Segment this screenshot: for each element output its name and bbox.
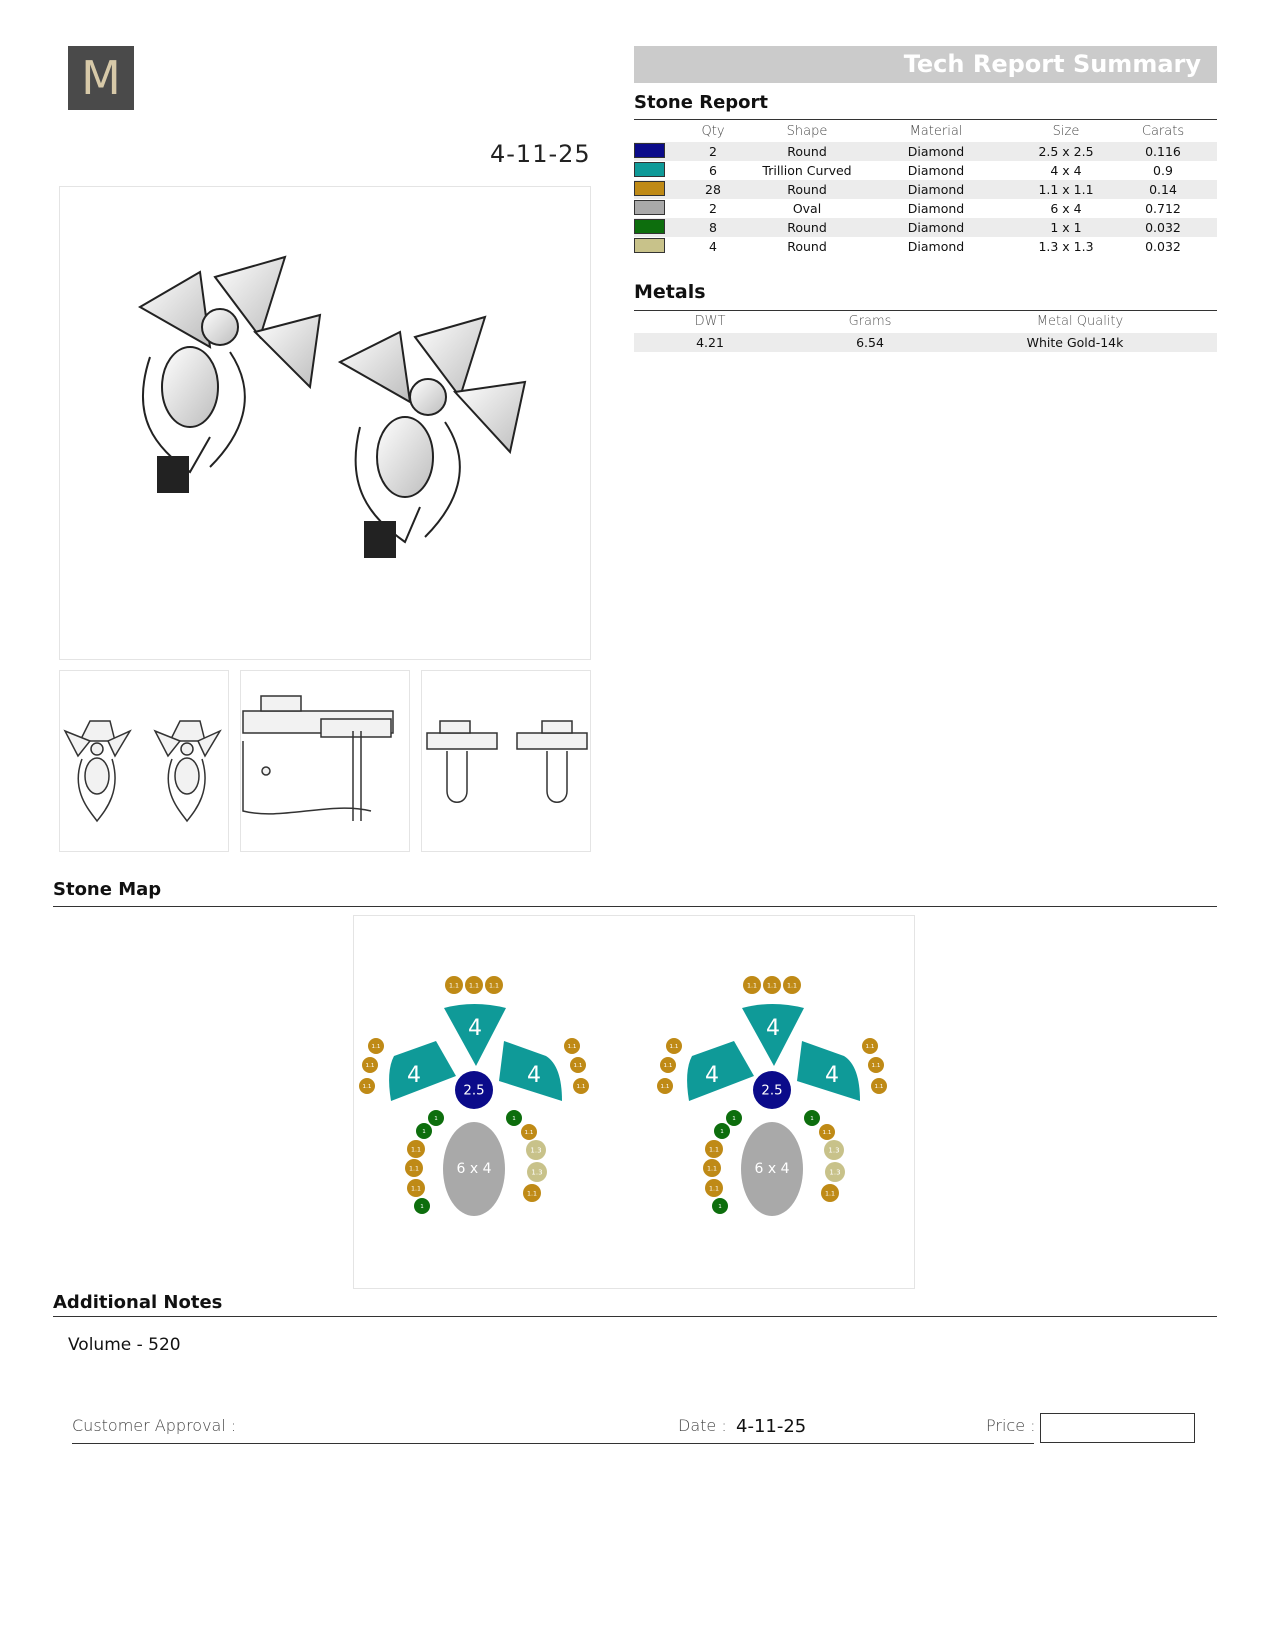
- stone-size: 1.3 x 1.3: [1038, 239, 1094, 254]
- company-logo: [68, 46, 134, 110]
- stone-map-divider: [53, 906, 1217, 907]
- melee-stone-arc-label: 1.1: [410, 1185, 422, 1193]
- col-header-qty: Qty: [701, 124, 725, 139]
- stone-color-swatch: [634, 200, 665, 215]
- melee-stone-left-label: 1.1: [663, 1063, 673, 1069]
- stone-carats: 0.032: [1145, 220, 1181, 235]
- melee-stone-arc-label: 1.1: [526, 1190, 538, 1198]
- melee-stone-arc-label: 1.1: [708, 1185, 720, 1193]
- melee-stone-green-label: 1: [718, 1204, 722, 1210]
- stone-material: Diamond: [907, 182, 965, 197]
- logo-letter: M: [81, 51, 121, 105]
- stone-row: [634, 161, 1217, 180]
- stone-qty: 8: [709, 220, 717, 235]
- melee-stone-top-label: 1.1: [746, 982, 758, 990]
- profile-view-illustration: [422, 671, 590, 851]
- melee-stone-arc-label: 1.1: [410, 1146, 422, 1154]
- melee-stone-arc-label: 1.1: [524, 1130, 534, 1136]
- stone-qty: 6: [709, 163, 717, 178]
- center-round-stone-label: 2.5: [463, 1083, 485, 1099]
- price-field[interactable]: [1040, 1413, 1195, 1443]
- report-title-bar: [634, 46, 1217, 83]
- report-title: Tech Report Summary: [903, 50, 1201, 78]
- front-view-illustration: [60, 671, 228, 851]
- melee-stone-green-label: 1: [810, 1116, 814, 1122]
- melee-stone-top-label: 1.1: [488, 982, 500, 990]
- melee-stone-right-label: 1.1: [576, 1084, 586, 1090]
- stone-map-diagram: [353, 915, 915, 1289]
- trillion-left-label: 4: [705, 1063, 719, 1088]
- melee-stone-green-label: 1: [422, 1129, 426, 1135]
- stone-color-swatch: [634, 238, 665, 253]
- stone-material: Diamond: [907, 239, 965, 254]
- stone-row: [634, 199, 1217, 218]
- melee-stone-top-label: 1.1: [448, 982, 460, 990]
- melee-stone-arc-label: 1.1: [708, 1146, 720, 1154]
- center-round-stone-label: 2.5: [761, 1083, 783, 1099]
- trillion-left-label: 4: [407, 1063, 421, 1088]
- trillion-top-label: 4: [766, 1016, 780, 1041]
- melee-stone-green-label: 1: [434, 1116, 438, 1122]
- col-header-metal-quality: Metal Quality: [1036, 314, 1124, 329]
- stone-shape: Round: [787, 182, 827, 197]
- stone-row: [634, 237, 1217, 256]
- earring-profile-view: [421, 670, 591, 852]
- customer-approval-label: Customer Approval :: [72, 1416, 237, 1435]
- additional-notes-title: Additional Notes: [53, 1292, 223, 1313]
- metal-quality: White Gold-14k: [1026, 335, 1124, 350]
- melee-stone-right-label: 1.1: [865, 1044, 875, 1050]
- stone-report-title: Stone Report: [634, 92, 769, 113]
- oval-stone-label: 6 x 4: [754, 1161, 790, 1177]
- melee-stone-right-label: 1.1: [573, 1063, 583, 1069]
- trillion-stone-left: [687, 1041, 754, 1101]
- price-label: Price :: [986, 1416, 1036, 1435]
- melee-stone-green-label: 1: [720, 1129, 724, 1135]
- melee-stone-arc-label: 1.1: [824, 1190, 836, 1198]
- notes-volume: Volume - 520: [68, 1335, 181, 1355]
- melee-stone-light-label: 1.3: [531, 1168, 543, 1177]
- col-header-size: Size: [1052, 124, 1080, 139]
- stone-row: [634, 142, 1217, 161]
- melee-stone-light-label: 1.3: [828, 1146, 840, 1155]
- earring-side-view: [240, 670, 410, 852]
- stone-size: 1.1 x 1.1: [1038, 182, 1094, 197]
- stone-qty: 4: [709, 239, 717, 254]
- trillion-right-label: 4: [825, 1063, 839, 1088]
- stone-color-swatch: [634, 219, 665, 234]
- col-header-material: Material: [909, 124, 963, 139]
- trillion-top-label: 4: [468, 1016, 482, 1041]
- customer-signature-line[interactable]: [72, 1443, 1034, 1444]
- melee-stone-top-label: 1.1: [766, 982, 778, 990]
- melee-stone-green-label: 1: [420, 1204, 424, 1210]
- stone-size: 2.5 x 2.5: [1038, 144, 1094, 159]
- stone-material: Diamond: [907, 163, 965, 178]
- col-header-shape: Shape: [786, 124, 828, 139]
- stone-map-illustration: [354, 916, 914, 1288]
- approval-date-value: 4-11-25: [736, 1416, 807, 1437]
- earring-front-view: [59, 670, 229, 852]
- melee-stone-light-label: 1.3: [829, 1168, 841, 1177]
- header-date: 4-11-25: [490, 140, 591, 168]
- melee-stone-right-label: 1.1: [874, 1084, 884, 1090]
- stone-shape: Round: [787, 239, 827, 254]
- melee-stone-left-label: 1.1: [362, 1084, 372, 1090]
- earring-main-render: [59, 186, 591, 660]
- stone-qty: 28: [705, 182, 721, 197]
- metal-row: [634, 333, 1217, 352]
- stone-material: Diamond: [907, 220, 965, 235]
- col-header-grams: Grams: [848, 314, 892, 329]
- stone-size: 6 x 4: [1050, 201, 1082, 216]
- stone-row: [634, 218, 1217, 237]
- approval-date-label: Date :: [678, 1416, 727, 1435]
- col-header-dwt: DWT: [694, 314, 726, 329]
- stone-qty: 2: [709, 201, 717, 216]
- stone-qty: 2: [709, 144, 717, 159]
- melee-stone-left-label: 1.1: [660, 1084, 670, 1090]
- stone-color-swatch: [634, 162, 665, 177]
- side-view-illustration: [241, 671, 409, 851]
- melee-stone-right-label: 1.1: [567, 1044, 577, 1050]
- oval-stone-label: 6 x 4: [456, 1161, 492, 1177]
- stone-carats: 0.032: [1145, 239, 1181, 254]
- metal-dwt: 4.21: [696, 335, 724, 350]
- stone-shape: Oval: [792, 201, 822, 216]
- stone-carats: 0.712: [1145, 201, 1181, 216]
- melee-stone-left-label: 1.1: [669, 1044, 679, 1050]
- stone-carats: 0.14: [1149, 182, 1177, 197]
- stone-row: [634, 180, 1217, 199]
- stone-shape: Trillion Curved: [762, 163, 852, 178]
- stone-color-swatch: [634, 143, 665, 158]
- stone-carats: 0.9: [1153, 163, 1173, 178]
- stone-carats: 0.116: [1145, 144, 1181, 159]
- col-header-carats: Carats: [1141, 124, 1185, 139]
- stone-map-title: Stone Map: [53, 879, 162, 900]
- melee-stone-arc-label: 1.1: [408, 1165, 420, 1173]
- melee-stone-green-label: 1: [732, 1116, 736, 1122]
- stone-material: Diamond: [907, 144, 965, 159]
- stone-color-swatch: [634, 181, 665, 196]
- melee-stone-top-label: 1.1: [786, 982, 798, 990]
- stone-size: 1 x 1: [1050, 220, 1082, 235]
- trillion-right-label: 4: [527, 1063, 541, 1088]
- additional-notes-divider: [53, 1316, 1217, 1317]
- trillion-stone-left: [389, 1041, 456, 1101]
- melee-stone-arc-label: 1.1: [706, 1165, 718, 1173]
- melee-stone-light-label: 1.3: [530, 1146, 542, 1155]
- metals-divider: [634, 310, 1217, 311]
- melee-stone-left-label: 1.1: [371, 1044, 381, 1050]
- metal-grams: 6.54: [856, 335, 884, 350]
- melee-stone-right-label: 1.1: [871, 1063, 881, 1069]
- earring-render-illustration: [60, 187, 590, 659]
- melee-stone-left-label: 1.1: [365, 1063, 375, 1069]
- stone-material: Diamond: [907, 201, 965, 216]
- metals-title: Metals: [634, 281, 706, 303]
- melee-stone-arc-label: 1.1: [822, 1130, 832, 1136]
- melee-stone-green-label: 1: [512, 1116, 516, 1122]
- stone-report-divider: [634, 119, 1217, 120]
- stone-shape: Round: [787, 144, 827, 159]
- melee-stone-top-label: 1.1: [468, 982, 480, 990]
- stone-size: 4 x 4: [1050, 163, 1082, 178]
- stone-shape: Round: [787, 220, 827, 235]
